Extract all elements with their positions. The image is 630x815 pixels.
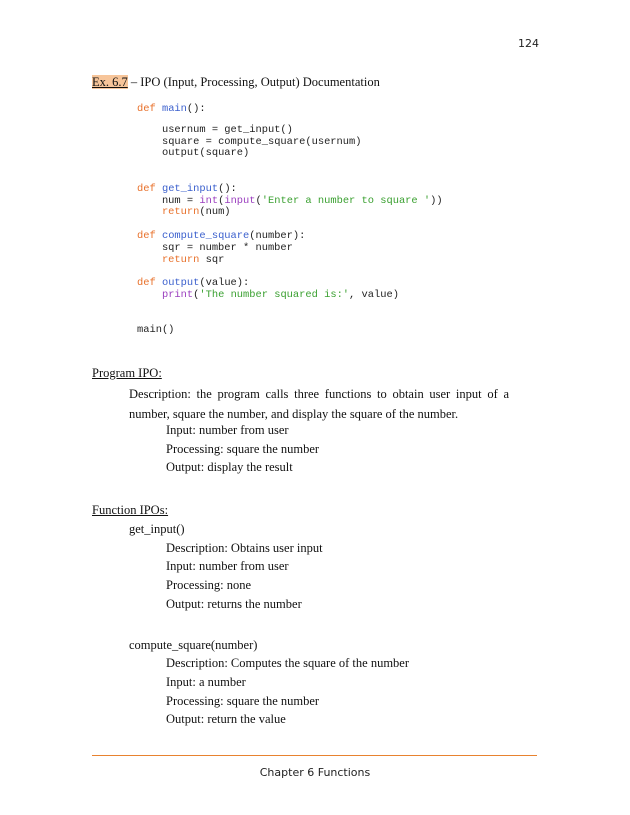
code-line: return(num)	[137, 206, 231, 219]
code-line: square = compute_square(usernum)	[161, 135, 362, 148]
program-ipo-output: Output: display the result	[166, 460, 293, 474]
program-ipo-processing: Processing: square the number	[166, 442, 320, 456]
compute-square-input: Input: a number	[166, 675, 246, 689]
get-input-processing: Processing: none	[166, 578, 252, 592]
code-block	[137, 104, 443, 337]
code-line-main-def: def main():	[137, 103, 206, 115]
compute-square-name: compute_square(number)	[129, 638, 258, 652]
get-input-output: Output: returns the number	[166, 597, 302, 611]
code-line: usernum = get_input()	[161, 123, 293, 136]
footer-chapter: Chapter 6 Functions	[259, 766, 371, 779]
code-line-main-call: main()	[137, 324, 175, 337]
code-line: return sqr	[137, 253, 225, 266]
get-input-description: Description: Obtains user input	[166, 541, 323, 555]
example-title: – IPO (Input, Processing, Output) Documentation	[127, 75, 380, 89]
get-input-input: Input: number from user	[166, 559, 289, 573]
code-line: num = int(input('Enter a number to square '))	[137, 194, 443, 207]
function-ipos-title: Function IPOs:	[92, 503, 169, 517]
code-line-get-input-def: def get_input():	[137, 182, 237, 195]
program-ipo-input: Input: number from user	[166, 423, 289, 437]
code-line: print('The number squared is:', value)	[161, 288, 399, 301]
page-number: 124	[518, 37, 539, 50]
compute-square-output: Output: return the value	[166, 712, 286, 726]
compute-square-processing: Processing: square the number	[166, 694, 320, 708]
code-line-output-def: def output(value):	[137, 277, 250, 290]
program-ipo-title: Program IPO:	[92, 366, 162, 380]
compute-square-description: Description: Computes the square of the number	[166, 656, 409, 670]
code-line-compute-def: def compute_square(number):	[137, 229, 306, 242]
get-input-name: get_input()	[129, 522, 185, 536]
example-label: Ex. 6.7	[92, 75, 128, 89]
code-line: output(square)	[161, 147, 250, 160]
example-heading	[92, 75, 380, 90]
code-line: sqr = number * number	[137, 241, 293, 254]
program-ipo-description: Description: the program calls three functions to obtain user input of a number, square the number, and display the square of the number.	[129, 387, 509, 421]
footer-rule	[92, 755, 537, 756]
